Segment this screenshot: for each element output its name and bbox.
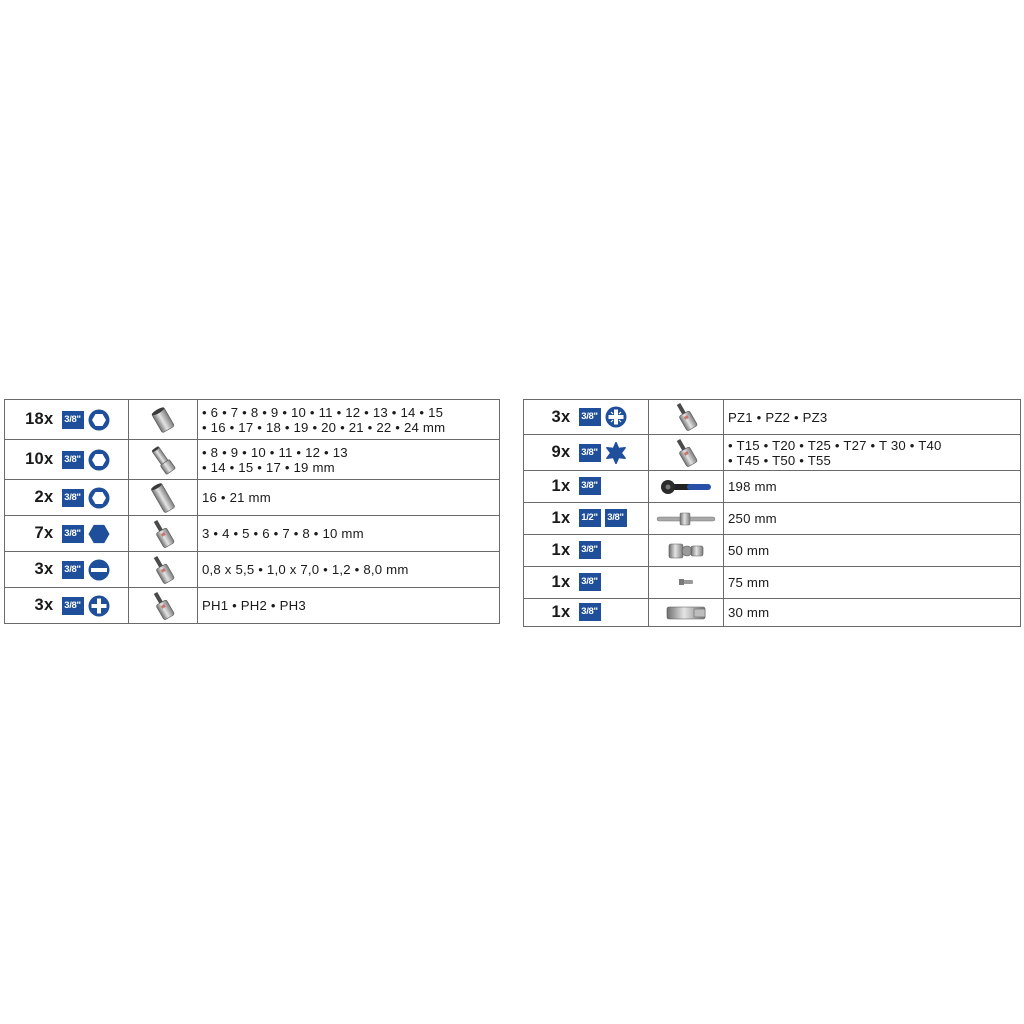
tool-image-cell	[649, 535, 724, 567]
size-line: 16 • 21 mm	[202, 490, 271, 505]
drive-cell	[60, 588, 129, 624]
size-line: PZ1 • PZ2 • PZ3	[728, 409, 828, 425]
drive-size-badge: 3/8"	[579, 603, 601, 621]
hex-solid-icon	[88, 523, 110, 545]
drive-cell	[577, 471, 649, 503]
quantity: 3x	[5, 552, 60, 588]
quantity: 3x	[5, 588, 60, 624]
table-row	[524, 503, 1021, 535]
tool-image-cell	[129, 516, 198, 552]
tool-image-cell	[649, 400, 724, 435]
socket-icon	[148, 411, 178, 428]
drive-size-badge: 3/8"	[579, 477, 601, 495]
quantity: 1x	[524, 567, 577, 599]
drive-cell	[577, 503, 649, 535]
size-description	[724, 400, 1021, 435]
size-description	[724, 471, 1021, 503]
tool-image-cell	[129, 552, 198, 588]
drive-size-badge: 1/2"	[579, 509, 601, 527]
drive-size-badge: 3/8"	[605, 509, 627, 527]
quantity: 10x	[5, 440, 60, 480]
hex-bit-socket-icon	[147, 525, 179, 542]
drive-cell	[577, 400, 649, 435]
table-row	[5, 516, 500, 552]
pozidriv-icon	[605, 406, 627, 428]
size-description	[724, 567, 1021, 599]
drive-cell	[577, 535, 649, 567]
tool-image-cell	[649, 503, 724, 535]
quantity: 7x	[5, 516, 60, 552]
phillips-bit-socket-icon	[147, 597, 179, 614]
size-line: 30 mm	[728, 605, 770, 620]
table-row	[524, 400, 1021, 435]
tool-image-cell	[129, 400, 198, 440]
drive-size-badge: 3/8"	[62, 411, 84, 429]
quantity: 1x	[524, 503, 577, 535]
size-description	[198, 588, 500, 624]
tool-image-cell	[129, 588, 198, 624]
size-description	[198, 400, 500, 440]
size-line: 198 mm	[728, 479, 777, 494]
size-line: • 6 • 7 • 8 • 9 • 10 • 11 • 12 • 13 • 14 • 15	[202, 404, 444, 420]
drive-cell	[60, 552, 129, 588]
size-description	[724, 503, 1021, 535]
drive-cell	[577, 435, 649, 471]
size-line: 3 • 4 • 5 • 6 • 7 • 8 • 10 mm	[202, 526, 364, 541]
drive-size-badge: 3/8"	[579, 444, 601, 462]
tool-image-cell	[649, 567, 724, 599]
pozidriv-bit-socket-icon	[670, 408, 702, 425]
quantity: 9x	[524, 435, 577, 471]
drive-cell	[60, 440, 129, 480]
drive-cell	[60, 480, 129, 516]
size-line: • 8 • 9 • 10 • 11 • 12 • 13	[202, 444, 348, 460]
tool-image-cell	[129, 440, 198, 480]
phillips-icon	[88, 595, 110, 617]
table-row	[524, 471, 1021, 503]
drive-size-badge: 3/8"	[579, 541, 601, 559]
tool-image-cell	[129, 480, 198, 516]
drive-cell	[60, 516, 129, 552]
drive-cell	[577, 599, 649, 627]
drive-cell	[577, 567, 649, 599]
size-line: • T45 • T50 • T55	[728, 452, 832, 468]
size-description	[198, 440, 500, 480]
drive-size-badge: 3/8"	[62, 561, 84, 579]
quantity: 1x	[524, 471, 577, 503]
quantity: 2x	[5, 480, 60, 516]
size-line: 250 mm	[728, 511, 777, 526]
right-spec-table	[523, 399, 1021, 627]
tool-image-cell	[649, 435, 724, 471]
size-description	[198, 552, 500, 588]
size-line: • 14 • 15 • 17 • 19 mm	[202, 459, 335, 475]
table-row	[5, 552, 500, 588]
tool-image-cell	[649, 471, 724, 503]
size-line: 0,8 x 5,5 • 1,0 x 7,0 • 1,2 • 8,0 mm	[202, 562, 409, 577]
table-row	[524, 535, 1021, 567]
ratchet-icon	[660, 478, 712, 495]
size-description	[198, 480, 500, 516]
drive-size-badge: 3/8"	[62, 451, 84, 469]
hex-outline-icon	[88, 409, 110, 431]
table-row	[5, 480, 500, 516]
table-row	[524, 599, 1021, 627]
drive-size-badge: 3/8"	[62, 597, 84, 615]
t-bar-icon	[655, 510, 717, 527]
extension-bar-icon	[678, 574, 694, 591]
torx-bit-socket-icon	[670, 444, 702, 461]
quantity: 3x	[524, 400, 577, 435]
left-spec-table	[4, 399, 500, 624]
size-line: 50 mm	[728, 543, 770, 558]
slotted-bit-socket-icon	[147, 561, 179, 578]
slotted-icon	[88, 559, 110, 581]
quantity: 18x	[5, 400, 60, 440]
deep-socket-icon	[147, 451, 179, 468]
size-description	[724, 599, 1021, 627]
drive-size-badge: 3/8"	[62, 525, 84, 543]
drive-cell	[60, 400, 129, 440]
hex-outline-icon	[88, 449, 110, 471]
drive-size-badge: 3/8"	[62, 489, 84, 507]
size-line: • 16 • 17 • 18 • 19 • 20 • 21 • 22 • 24 mm	[202, 419, 446, 435]
size-description	[724, 435, 1021, 471]
quantity: 1x	[524, 599, 577, 627]
table-row	[524, 435, 1021, 471]
bit-adapter-icon	[664, 604, 708, 621]
tool-image-cell	[649, 599, 724, 627]
hex-outline-icon	[88, 487, 110, 509]
universal-joint-icon	[666, 542, 706, 559]
size-description	[198, 516, 500, 552]
drive-size-badge: 3/8"	[579, 408, 601, 426]
torx-icon	[605, 442, 627, 464]
spark-plug-socket-icon	[148, 489, 178, 506]
table-row	[524, 567, 1021, 599]
quantity: 1x	[524, 535, 577, 567]
size-description	[724, 535, 1021, 567]
table-row	[5, 588, 500, 624]
drive-size-badge: 3/8"	[579, 573, 601, 591]
size-line: 75 mm	[728, 575, 770, 590]
size-line: PH1 • PH2 • PH3	[202, 598, 306, 613]
table-row	[5, 440, 500, 480]
size-line: • T15 • T20 • T25 • T27 • T 30 • T40	[728, 437, 942, 453]
table-row	[5, 400, 500, 440]
